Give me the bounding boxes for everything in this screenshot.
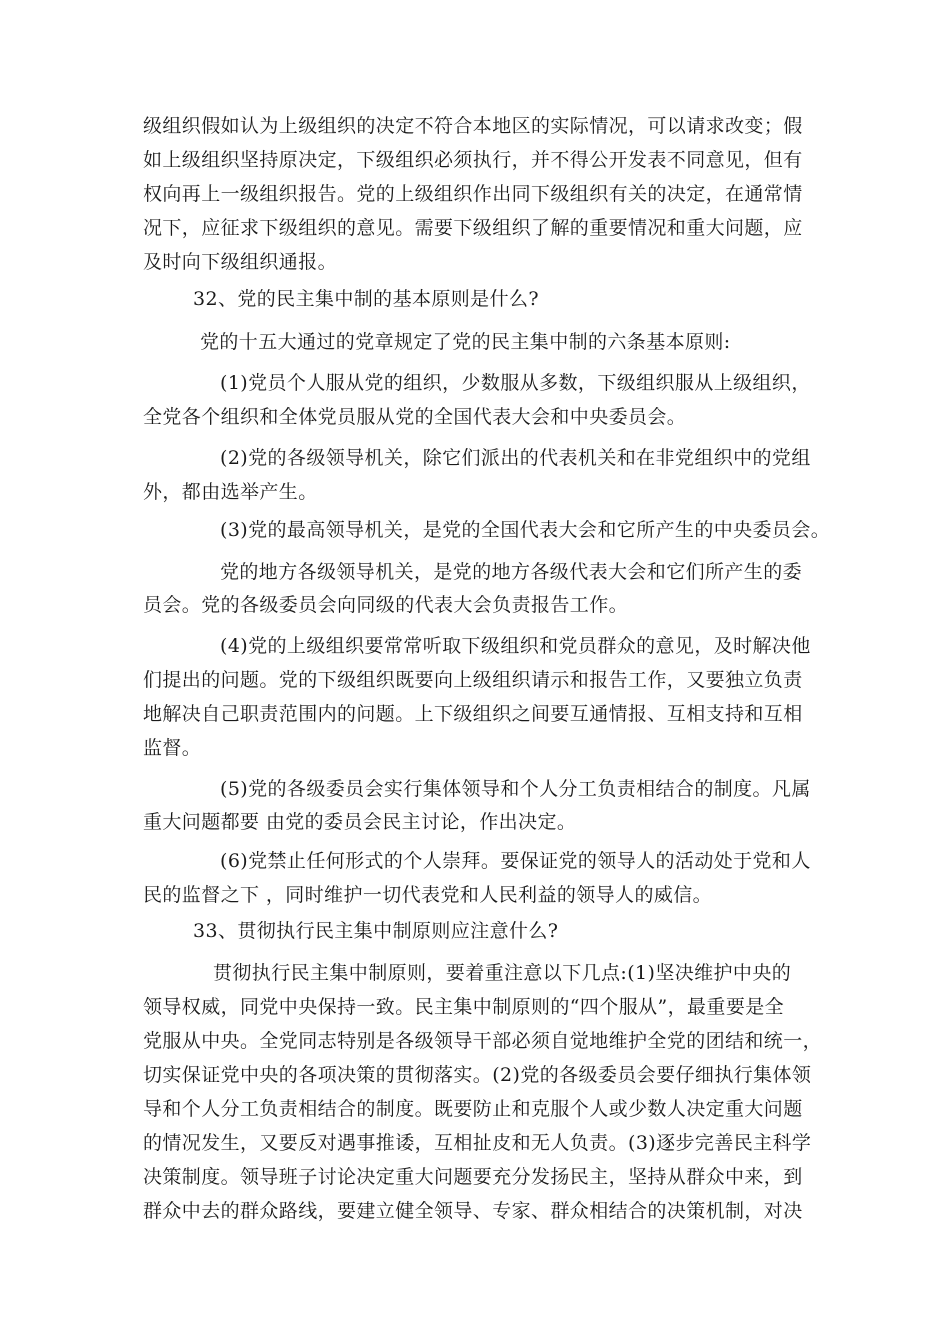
text-line: 监督。 <box>143 737 202 759</box>
list-item: (6)党禁止任何形式的个人崇拜。要保证党的领导人的活动处于党和人 <box>220 850 811 872</box>
question-heading: 32、党的民主集中制的基本原则是什么? <box>193 288 539 310</box>
text-line: 党服从中央。全党同志特别是各级领导干部必须自觉地维护全党的团结和统一， <box>143 1030 823 1052</box>
text-line: 全党各个组织和全体党员服从党的全国代表大会和中央委员会。 <box>143 406 687 428</box>
text-line: 们提出的问题。党的下级组织既要向上级组织请示和报告工作，又要独立负责 <box>143 669 803 691</box>
list-item: (3)党的最高领导机关，是党的全国代表大会和它所产生的中央委员会。 <box>220 519 831 541</box>
text-line: 导和个人分工负责相结合的制度。既要防止和克服个人或少数人决定重大问题 <box>143 1098 803 1120</box>
question-heading: 33、贯彻执行民主集中制原则应注意什么? <box>193 920 559 942</box>
text-line: 党的十五大通过的党章规定了党的民主集中制的六条基本原则: <box>200 331 731 353</box>
text-line: 决策制度。领导班子讨论决定重大问题要充分发扬民主，坚持从群众中来，到 <box>143 1166 803 1188</box>
text-line: 外，都由选举产生。 <box>143 481 318 503</box>
text-line: 权向再上一级组织报告。党的上级组织作出同下级组织有关的决定，在通常情 <box>143 183 803 205</box>
text-line: 如上级组织坚持原决定，下级组织必须执行，并不得公开发表不同意见，但有 <box>143 149 803 171</box>
text-line: 领导权威，同党中央保持一致。民主集中制原则的“四个服从”，最重要是全 <box>143 996 785 1018</box>
text-line: 党的地方各级领导机关，是党的地方各级代表大会和它们所产生的委 <box>220 561 803 583</box>
text-line: 的情况发生，又要反对遇事推诿，互相扯皮和无人负责。(3)逐步完善民主科学 <box>143 1132 812 1154</box>
text-line: 员会。党的各级委员会向同级的代表大会负责报告工作。 <box>143 594 629 616</box>
text-line: 况下，应征求下级组织的意见。需要下级组织了解的重要情况和重大问题，应 <box>143 217 803 239</box>
list-item: (5)党的各级委员会实行集体领导和个人分工负责相结合的制度。凡属 <box>220 778 811 800</box>
list-item: (2)党的各级领导机关，除它们派出的代表机关和在非党组织中的党组 <box>220 447 811 469</box>
text-line: 及时向下级组织通报。 <box>143 251 338 273</box>
text-line: 群众中去的群众路线，要建立健全领导、专家、群众相结合的决策机制，对决 <box>143 1200 803 1222</box>
list-item: (1)党员个人服从党的组织，少数服从多数，下级组织服从上级组织， <box>220 372 811 394</box>
list-item: (4)党的上级组织要常常听取下级组织和党员群众的意见，及时解决他 <box>220 635 811 657</box>
text-line: 民的监督之下 ，同时维护一切代表党和人民利益的领导人的威信。 <box>143 884 713 906</box>
text-line: 贯彻执行民主集中制原则，要着重注意以下几点:(1)坚决维护中央的 <box>213 962 792 984</box>
text-line: 级组织假如认为上级组织的决定不符合本地区的实际情况，可以请求改变；假 <box>143 115 803 137</box>
text-line: 切实保证党中央的各项决策的贯彻落实。(2)党的各级委员会要仔细执行集体领 <box>143 1064 812 1086</box>
text-line: 地解决自己职责范围内的问题。上下级组织之间要互通情报、互相支持和互相 <box>143 703 803 725</box>
text-line: 重大问题都要 由党的委员会民主讨论，作出决定。 <box>143 811 577 833</box>
